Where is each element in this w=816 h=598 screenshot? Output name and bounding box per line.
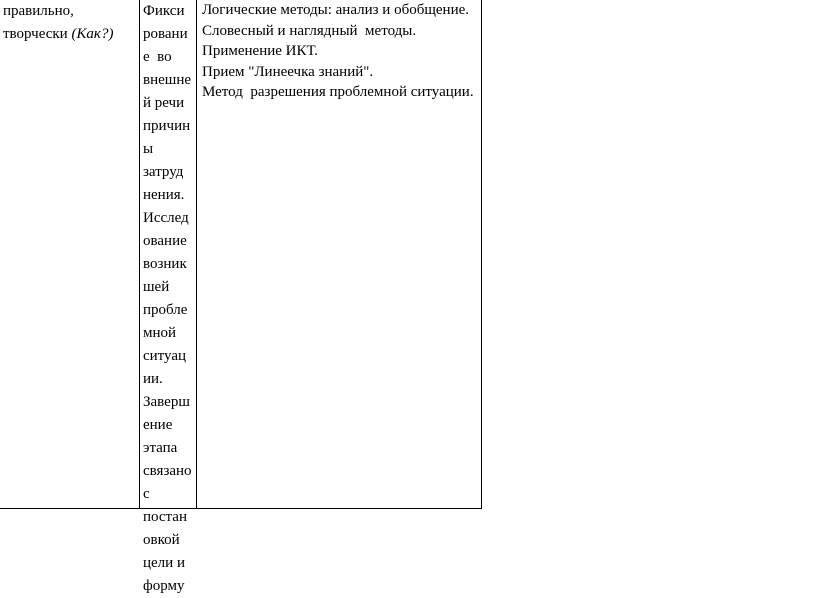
cell-text-line: Метод разрешения проблемной ситуации. <box>202 84 474 100</box>
cell-text-line: затруд <box>143 164 184 180</box>
cell-content-stage <box>0 0 139 508</box>
cell-text-line: ии. <box>143 371 163 387</box>
cell-text-line: ситуац <box>143 348 187 364</box>
cell-text-line: ование <box>143 233 187 249</box>
cell-text-line <box>3 23 139 46</box>
cell-text-line: Словесный и наглядный методы. <box>202 22 417 39</box>
cell-text-italic: (Как?) <box>71 26 114 42</box>
cell-text-line: мной <box>143 325 177 341</box>
cell-text-line: Прием "Линеечка знаний". <box>202 63 374 80</box>
cell-text-line: шей <box>143 279 170 295</box>
cell-content-methods <box>197 0 481 508</box>
cell-text-line: Заверш <box>143 394 190 410</box>
table-cell-methods <box>197 0 482 509</box>
cell-text-line: с <box>143 486 150 502</box>
cell-text-line: Применение ИКТ. <box>202 43 318 59</box>
cell-text-line: ы <box>143 141 154 157</box>
cell-text-line: связано <box>143 463 192 479</box>
cell-text-line: нения. <box>143 187 185 203</box>
cell-text-line: этапа <box>143 440 178 456</box>
table-cell-activity <box>140 0 197 594</box>
cell-text-line: й речи <box>143 95 185 111</box>
cell-text-line: ровани <box>143 26 188 42</box>
cell-text-line: е во <box>143 49 172 65</box>
table-cell-stage <box>0 0 140 509</box>
cell-text-line: Исслед <box>143 210 189 226</box>
cell-text-line: внешне <box>143 72 192 88</box>
cell-text-line: постан <box>143 509 187 525</box>
cell-text-line: Логические методы: анализ и обобщение. <box>202 2 470 18</box>
cell-text-line: цели и <box>143 555 185 571</box>
cell-text-line: правильно, <box>3 3 74 19</box>
cell-text-line: ение <box>143 417 173 433</box>
cell-text-line: форму <box>143 578 185 594</box>
cell-text-segment: творчески <box>3 26 72 42</box>
cell-text-line: овкой <box>143 532 180 548</box>
cell-text-line: причин <box>143 118 191 134</box>
cell-text-line: Фикси <box>143 3 185 19</box>
cell-text-line: пробле <box>143 302 188 318</box>
cell-text-line: возник <box>143 256 187 272</box>
cell-content-activity <box>140 0 196 594</box>
